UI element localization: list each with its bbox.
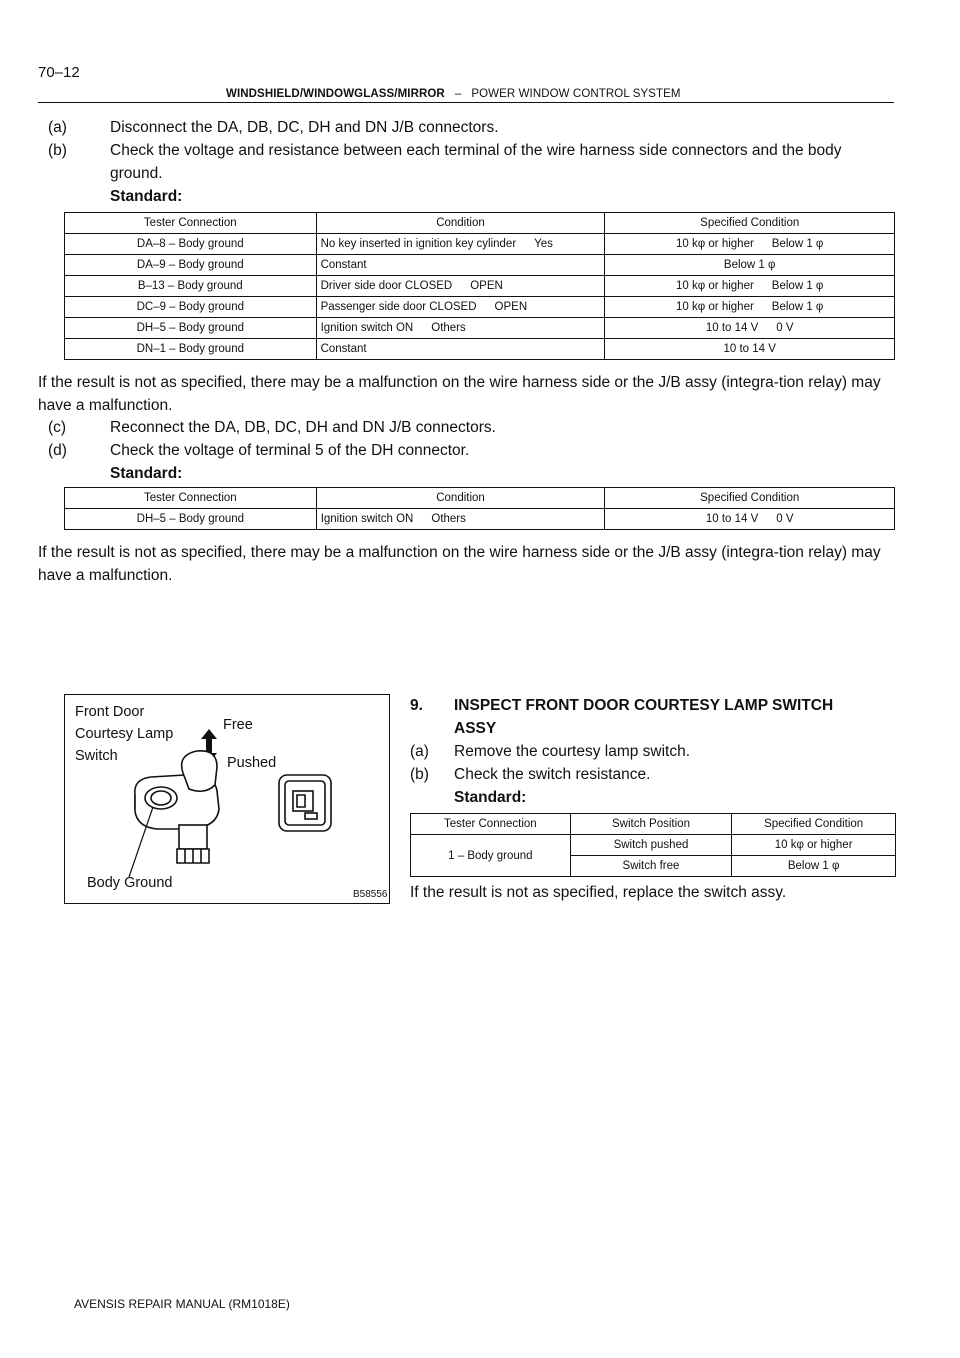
cell-connection: DH–5 – Body ground [65,318,317,339]
figure-title: Front Door Courtesy Lamp Switch [75,704,174,764]
table-row [65,276,895,297]
header-separator: – [454,88,462,100]
subsection-title: POWER WINDOW CONTROL SYSTEM [471,88,681,100]
cell-position: Switch free [570,856,732,877]
cell-condition: Constant [316,255,605,276]
col-header: Condition [316,488,605,509]
step-label: (d) [48,442,67,459]
cell-spec: 10 kφ or higher [732,835,896,856]
page-number: 70–12 [38,64,80,81]
step-d [48,439,894,485]
step-text: Disconnect the DA, DB, DC, DH and DN J/B connectors. [110,119,499,136]
note-2: If the result is not as specified, there may be a malfunction on the wire harness side or the J/B assy (integra-tion relay) may have a malfunction. [38,544,881,584]
figure-code: B58556 [353,889,388,900]
cell-connection: DA–9 – Body ground [65,255,317,276]
cell-spec: Below 1 φ [732,856,896,877]
cell-spec: 10 kφ or higher Below 1 φ [605,297,895,318]
table-header-row [65,213,895,234]
cell-condition: Passenger side door CLOSED OPEN [316,297,605,318]
spec-table-3 [410,813,896,877]
footer-manual-id: AVENSIS REPAIR MANUAL (RM1018E) [74,1297,290,1311]
step-label: (b) [48,142,67,159]
step-text: Check the voltage of terminal 5 of the DH connector. [110,442,470,459]
label-free: Free [223,717,253,733]
cell-connection: DH–5 – Body ground [65,509,317,530]
cell-connection: DC–9 – Body ground [65,297,317,318]
section-title: WINDSHIELD/WINDOWGLASS/MIRROR [226,88,445,100]
step-text: Check the voltage and resistance between each terminal of the wire harness side connectors and the body ground. [110,142,842,182]
standard-label: Standard: [110,188,183,205]
cell-spec: 10 kφ or higher Below 1 φ [605,234,895,255]
table-row [65,509,895,530]
step-label: (a) [48,119,67,136]
cell-condition: Ignition switch ON Others [316,509,605,530]
label-pushed: Pushed [227,755,277,771]
cell-condition: Ignition switch ON Others [316,318,605,339]
step-label: (c) [48,419,67,436]
label-body-ground: Body Ground [87,875,173,891]
spec-table-1 [64,212,895,360]
step-c [48,416,894,439]
table-row [65,234,895,255]
cell-connection: DN–1 – Body ground [65,339,317,360]
col-header: Switch Position [570,814,732,835]
switch-illustration [65,695,389,903]
cell-position: Switch pushed [570,835,732,856]
table-header-row [65,488,895,509]
step-text: Reconnect the DA, DB, DC, DH and DN J/B connectors. [110,419,496,436]
col-header: Specified Condition [605,488,895,509]
section-9-heading: 9. INSPECT FRONT DOOR COURTESY LAMP SWITCH ASSY [410,697,834,737]
header-rule [38,102,894,103]
cell-spec: 10 kφ or higher Below 1 φ [605,276,895,297]
cell-condition: Constant [316,339,605,360]
step-a [48,116,894,139]
cell-condition: No key inserted in ignition key cylinder Yes [316,234,605,255]
table-row [65,255,895,276]
col-header: Specified Condition [732,814,896,835]
cell-connection: 1 – Body ground [411,835,571,877]
col-header: Tester Connection [411,814,571,835]
courtesy-switch-icon [135,751,219,863]
cell-spec: Below 1 φ [605,255,895,276]
table-row [65,297,895,318]
figure-courtesy-switch [64,694,390,904]
table-row [65,318,895,339]
cell-spec: 10 to 14 V 0 V [605,318,895,339]
col-header: Specified Condition [605,213,895,234]
spec-table-2 [64,487,895,530]
standard-label: Standard: [110,465,183,482]
cell-spec: 10 to 14 V 0 V [605,509,895,530]
cell-condition: Driver side door CLOSED OPEN [316,276,605,297]
col-header: Condition [316,213,605,234]
table-header-row [411,814,896,835]
table-row [411,835,896,856]
section-9-step-b: (b) Check the switch resistance. Standard: [410,766,651,806]
cell-connection: DA–8 – Body ground [65,234,317,255]
col-header: Tester Connection [65,488,317,509]
section-9-step-a: (a) Remove the courtesy lamp switch. [410,743,691,760]
note-3: If the result is not as specified, replace the switch assy. [410,884,787,901]
connector-icon [279,775,331,831]
step-b [48,139,894,208]
cell-spec: 10 to 14 V [605,339,895,360]
note-1: If the result is not as specified, there may be a malfunction on the wire harness side or the J/B assy (integra-tion relay) may have a malfunction. [38,374,881,414]
cell-connection: B–13 – Body ground [65,276,317,297]
table-row [65,339,895,360]
col-header: Tester Connection [65,213,317,234]
